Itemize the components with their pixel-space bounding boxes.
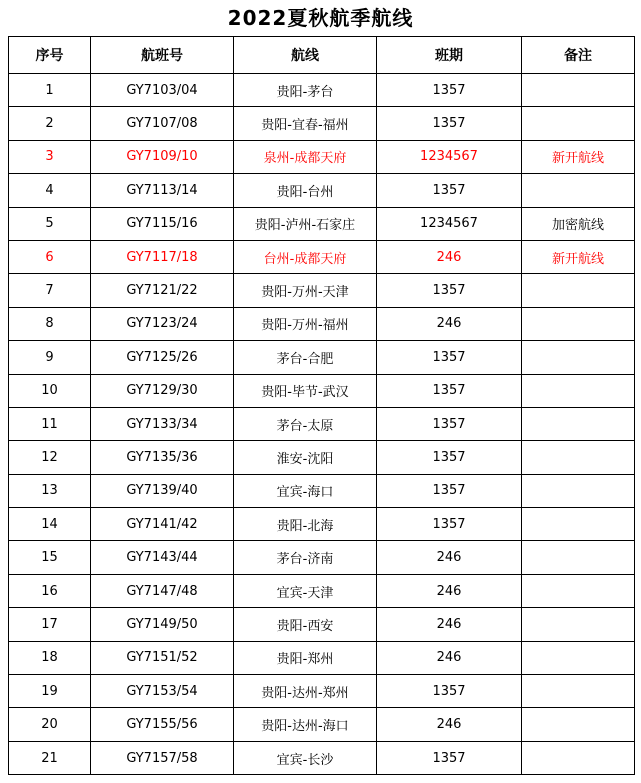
cell-no: 11	[9, 407, 91, 440]
table-row	[9, 508, 635, 541]
cell-note	[522, 274, 635, 307]
table-row	[9, 74, 635, 107]
cell-schedule: 1357	[377, 508, 522, 541]
cell-no: 18	[9, 641, 91, 674]
cell-route: 贵阳-北海	[234, 508, 377, 541]
table-row	[9, 307, 635, 340]
cell-route: 茅台-合肥	[234, 341, 377, 374]
cell-schedule: 246	[377, 574, 522, 607]
flight-table	[8, 36, 635, 775]
cell-note: 新开航线	[522, 240, 635, 273]
cell-flight: GY7133/34	[91, 407, 234, 440]
table-row	[9, 441, 635, 474]
cell-flight: GY7107/08	[91, 107, 234, 140]
cell-schedule: 246	[377, 708, 522, 741]
cell-flight: GY7103/04	[91, 74, 234, 107]
cell-no: 20	[9, 708, 91, 741]
cell-note	[522, 307, 635, 340]
cell-route: 台州-成都天府	[234, 240, 377, 273]
cell-note	[522, 675, 635, 708]
cell-flight: GY7149/50	[91, 608, 234, 641]
header-no: 序号	[9, 37, 91, 74]
table-row	[9, 641, 635, 674]
table-row	[9, 407, 635, 440]
cell-no: 5	[9, 207, 91, 240]
cell-route: 贵阳-万州-天津	[234, 274, 377, 307]
cell-no: 15	[9, 541, 91, 574]
table-header-row	[9, 37, 635, 74]
cell-no: 6	[9, 240, 91, 273]
cell-route: 贵阳-泸州-石家庄	[234, 207, 377, 240]
cell-flight: GY7155/56	[91, 708, 234, 741]
table-row	[9, 140, 635, 173]
cell-route: 泉州-成都天府	[234, 140, 377, 173]
table-row	[9, 708, 635, 741]
cell-note	[522, 508, 635, 541]
cell-note: 加密航线	[522, 207, 635, 240]
cell-route: 贵阳-西安	[234, 608, 377, 641]
cell-schedule: 1357	[377, 74, 522, 107]
cell-route: 茅台-太原	[234, 407, 377, 440]
table-row	[9, 608, 635, 641]
cell-route: 贵阳-茅台	[234, 74, 377, 107]
cell-note	[522, 107, 635, 140]
cell-route: 贵阳-郑州	[234, 641, 377, 674]
cell-note	[522, 174, 635, 207]
cell-note	[522, 374, 635, 407]
cell-note	[522, 541, 635, 574]
cell-flight: GY7141/42	[91, 508, 234, 541]
cell-flight: GY7151/52	[91, 641, 234, 674]
cell-route: 贵阳-台州	[234, 174, 377, 207]
cell-flight: GY7135/36	[91, 441, 234, 474]
cell-schedule: 246	[377, 307, 522, 340]
cell-schedule: 246	[377, 240, 522, 273]
cell-schedule: 1357	[377, 107, 522, 140]
cell-note	[522, 641, 635, 674]
cell-route: 宜宾-海口	[234, 474, 377, 507]
cell-route: 贵阳-毕节-武汉	[234, 374, 377, 407]
cell-flight: GY7115/16	[91, 207, 234, 240]
cell-no: 21	[9, 741, 91, 774]
cell-no: 19	[9, 675, 91, 708]
cell-schedule: 1357	[377, 407, 522, 440]
cell-schedule: 1357	[377, 274, 522, 307]
cell-route: 茅台-济南	[234, 541, 377, 574]
cell-no: 3	[9, 140, 91, 173]
cell-no: 10	[9, 374, 91, 407]
cell-schedule: 246	[377, 541, 522, 574]
table-row	[9, 541, 635, 574]
cell-note: 新开航线	[522, 140, 635, 173]
cell-flight: GY7117/18	[91, 240, 234, 273]
cell-route: 贵阳-达州-海口	[234, 708, 377, 741]
cell-no: 1	[9, 74, 91, 107]
cell-schedule: 1357	[377, 675, 522, 708]
cell-flight: GY7153/54	[91, 675, 234, 708]
cell-flight: GY7147/48	[91, 574, 234, 607]
table-row	[9, 107, 635, 140]
cell-note	[522, 708, 635, 741]
cell-schedule: 246	[377, 608, 522, 641]
cell-route: 宜宾-长沙	[234, 741, 377, 774]
header-route: 航线	[234, 37, 377, 74]
cell-schedule: 1234567	[377, 140, 522, 173]
page-title: 2022夏秋航季航线	[227, 6, 414, 30]
table-row	[9, 474, 635, 507]
cell-note	[522, 74, 635, 107]
cell-schedule: 246	[377, 641, 522, 674]
cell-flight: GY7109/10	[91, 140, 234, 173]
table-row	[9, 274, 635, 307]
cell-no: 2	[9, 107, 91, 140]
cell-route: 贵阳-达州-郑州	[234, 675, 377, 708]
cell-schedule: 1234567	[377, 207, 522, 240]
cell-schedule: 1357	[377, 474, 522, 507]
table-row	[9, 374, 635, 407]
cell-no: 9	[9, 341, 91, 374]
cell-route: 贵阳-万州-福州	[234, 307, 377, 340]
table-row	[9, 341, 635, 374]
table-row	[9, 240, 635, 273]
cell-flight: GY7123/24	[91, 307, 234, 340]
table-row	[9, 741, 635, 774]
cell-flight: GY7129/30	[91, 374, 234, 407]
cell-flight: GY7143/44	[91, 541, 234, 574]
table-row	[9, 675, 635, 708]
cell-schedule: 1357	[377, 174, 522, 207]
cell-no: 17	[9, 608, 91, 641]
cell-note	[522, 441, 635, 474]
header-note: 备注	[522, 37, 635, 74]
cell-no: 13	[9, 474, 91, 507]
cell-route: 淮安-沈阳	[234, 441, 377, 474]
cell-schedule: 1357	[377, 741, 522, 774]
cell-note	[522, 474, 635, 507]
cell-note	[522, 741, 635, 774]
cell-flight: GY7121/22	[91, 274, 234, 307]
cell-note	[522, 407, 635, 440]
cell-no: 7	[9, 274, 91, 307]
cell-no: 16	[9, 574, 91, 607]
cell-schedule: 1357	[377, 441, 522, 474]
cell-schedule: 1357	[377, 341, 522, 374]
cell-flight: GY7157/58	[91, 741, 234, 774]
table-row	[9, 574, 635, 607]
cell-no: 12	[9, 441, 91, 474]
cell-no: 14	[9, 508, 91, 541]
header-flight: 航班号	[91, 37, 234, 74]
cell-note	[522, 574, 635, 607]
table-row	[9, 207, 635, 240]
cell-route: 贵阳-宜春-福州	[234, 107, 377, 140]
cell-flight: GY7125/26	[91, 341, 234, 374]
cell-flight: GY7113/14	[91, 174, 234, 207]
cell-schedule: 1357	[377, 374, 522, 407]
cell-flight: GY7139/40	[91, 474, 234, 507]
cell-note	[522, 608, 635, 641]
header-schedule: 班期	[377, 37, 522, 74]
table-row	[9, 174, 635, 207]
cell-note	[522, 341, 635, 374]
cell-no: 4	[9, 174, 91, 207]
cell-no: 8	[9, 307, 91, 340]
cell-route: 宜宾-天津	[234, 574, 377, 607]
